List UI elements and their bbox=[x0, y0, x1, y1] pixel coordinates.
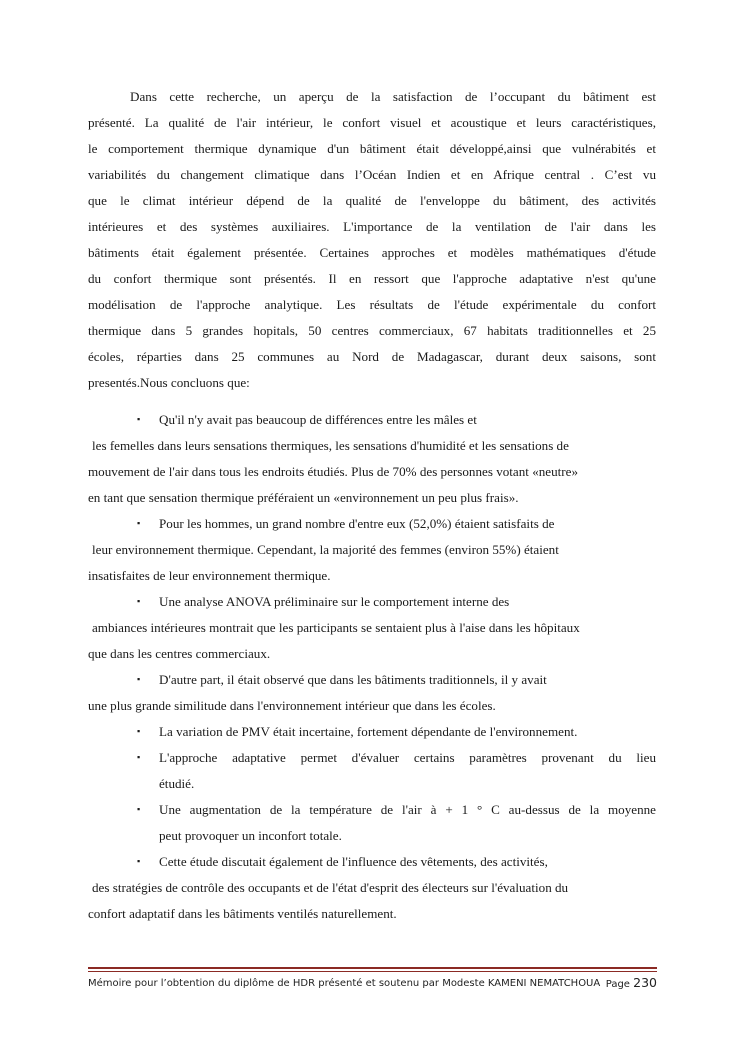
bullet-icon: ▪ bbox=[137, 674, 141, 684]
bullet-line: L'approche adaptative permet d'évaluer certains paramètres provenant du lieu bbox=[159, 750, 656, 765]
bullet-line: Qu'il n'y avait pas beaucoup de différences entre les mâles et bbox=[159, 412, 477, 427]
bullet-line: mouvement de l'air dans tous les endroits étudiés. Plus de 70% des personnes votant «neutre» bbox=[88, 464, 579, 479]
bullet-icon: ▪ bbox=[137, 856, 141, 866]
paragraph-line: que le climat intérieur dépend de la qualité de l'enveloppe du bâtiment, des activités bbox=[88, 193, 656, 208]
bullet-line: que dans les centres commerciaux. bbox=[88, 646, 271, 661]
bullet-icon: ▪ bbox=[137, 804, 141, 814]
bullet-line: confort adaptatif dans les bâtiments ventilés naturellement. bbox=[88, 906, 397, 921]
paragraph-line: intérieures et des systèmes auxiliaires. L'importance de la ventilation de l'air dans les bbox=[88, 219, 656, 234]
bullet-icon: ▪ bbox=[137, 414, 141, 424]
bullet-line: insatisfaites de leur environnement thermique. bbox=[88, 568, 331, 583]
paragraph-line: écoles, réparties dans 25 communes au Nord de Madagascar, durant deux saisons, sont bbox=[88, 349, 656, 364]
page-label: Page bbox=[605, 979, 630, 990]
paragraph-line: modélisation de l'approche analytique. Les résultats de l'étude expérimentale du confort bbox=[88, 297, 656, 312]
bullet-line: peut provoquer un inconfort totale. bbox=[159, 828, 342, 843]
bullet-line: Une augmentation de la température de l'air à + 1 ° C au-dessus de la moyenne bbox=[159, 802, 656, 817]
bullet-icon: ▪ bbox=[137, 752, 141, 762]
paragraph-line: présenté. La qualité de l'air intérieur, le confort visuel et acoustique et leurs caractéristiques, bbox=[88, 115, 656, 130]
bullet-line: ambiances intérieures montrait que les participants se sentaient plus à l'aise dans les hôpitaux bbox=[92, 620, 580, 635]
paragraph-line: variabilités du changement climatique dans l’Océan Indien et en Afrique central . C’est vu bbox=[88, 167, 656, 182]
paragraph-line: du confort thermique sont présentés. Il en ressort que l'approche adaptative n'est qu'une bbox=[88, 271, 656, 286]
bullet-line: en tant que sensation thermique préféraient un «environnement un peu plus frais». bbox=[88, 490, 519, 505]
paragraph-line: thermique dans 5 grandes hopitals, 50 centres commerciaux, 67 habitats traditionnelles et 25 bbox=[88, 323, 656, 338]
bullet-icon: ▪ bbox=[137, 726, 141, 736]
bullet-line: les femelles dans leurs sensations thermiques, les sensations d'humidité et les sensations de bbox=[92, 438, 569, 453]
bullet-line: Une analyse ANOVA préliminaire sur le comportement interne des bbox=[159, 594, 510, 609]
footer-divider bbox=[88, 971, 657, 972]
bullet-line: une plus grande similitude dans l'environnement intérieur que dans les écoles. bbox=[88, 698, 496, 713]
paragraph-line: bâtiments était également présentée. Certaines approches et modèles mathématiques d'étude bbox=[88, 245, 656, 260]
paragraph-line: Dans cette recherche, un aperçu de la satisfaction de l’occupant du bâtiment est bbox=[130, 89, 656, 104]
bullet-line: D'autre part, il était observé que dans les bâtiments traditionnels, il y avait bbox=[159, 672, 547, 687]
bullet-line: leur environnement thermique. Cependant, la majorité des femmes (environ 55%) étaient bbox=[92, 542, 559, 557]
footer-text: Mémoire pour l’obtention du diplôme de HDR présenté et soutenu par Modeste KAMENI NEMATCHOUA bbox=[88, 978, 601, 989]
page-number-block bbox=[606, 975, 657, 993]
bullet-line: Cette étude discutait également de l'influence des vêtements, des activités, bbox=[159, 854, 548, 869]
paragraph-line: presentés.Nous concluons que: bbox=[88, 375, 250, 390]
bullet-icon: ▪ bbox=[137, 518, 141, 528]
bullet-line: La variation de PMV était incertaine, fortement dépendante de l'environnement. bbox=[159, 724, 578, 739]
bullet-line: Pour les hommes, un grand nombre d'entre eux (52,0%) étaient satisfaits de bbox=[159, 516, 555, 531]
footer-divider bbox=[88, 967, 657, 969]
bullet-line: étudié. bbox=[159, 776, 195, 791]
bullet-icon: ▪ bbox=[137, 596, 141, 606]
page-number: 230 bbox=[633, 975, 657, 990]
page-footer bbox=[88, 976, 657, 992]
bullet-line: des stratégies de contrôle des occupants et de l'état d'esprit des électeurs sur l'évaluation du bbox=[92, 880, 569, 895]
paragraph-line: le comportement thermique dynamique d'un bâtiment était développé,ainsi que vulnérabités et bbox=[88, 141, 656, 156]
